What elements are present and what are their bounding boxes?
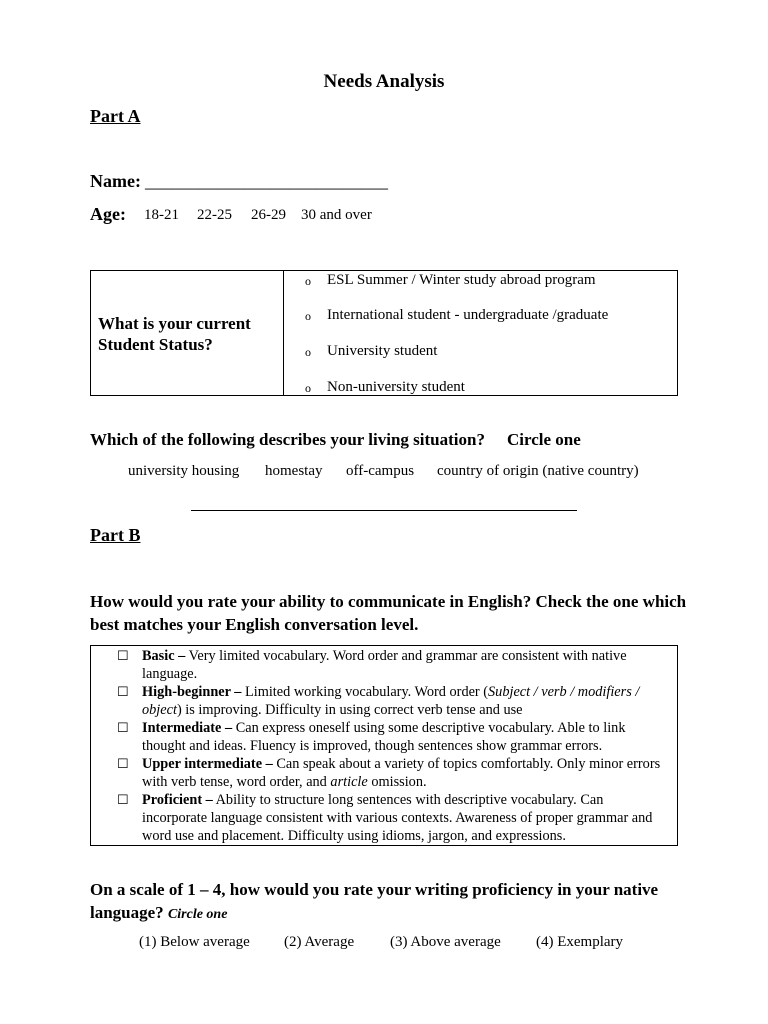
living-question: Which of the following describes your living situation? [90,430,485,449]
circle-bullet-icon: o [305,274,311,288]
writing-scale-option[interactable]: (4) Exemplary [536,934,624,950]
circle-bullet-icon: o [305,381,311,395]
divider-line [191,510,577,511]
name-blank-line[interactable]: ___________________________ [144,171,388,191]
part-a-heading: Part A [90,106,141,126]
status-option[interactable]: o University student [305,343,438,359]
age-option[interactable]: 22-25 [197,207,232,223]
circle-bullet-icon: o [305,309,311,323]
english-level-box [90,645,678,846]
student-status-question: What is your current Student Status? [98,314,251,354]
writing-scale-option[interactable]: (3) Above average [390,934,501,950]
age-option[interactable]: 18-21 [144,207,179,223]
page-title: Needs Analysis [323,71,445,92]
age-option[interactable]: 26-29 [251,207,286,223]
level-item[interactable]: ☐ Intermediate – Can express oneself using some descriptive vocabulary. Able to link thought and ideas. Fluency is improved, though sentences show grammar errors. [117,720,626,754]
student-status-table [90,270,678,396]
writing-question: On a scale of 1 – 4, how would you rate your writing proficiency in your native language? [90,880,659,922]
writing-scale-option[interactable]: (1) Below average [139,934,250,950]
checkbox-icon[interactable]: ☐ [117,792,129,807]
name-row [90,171,388,192]
name-label: Name: [90,171,141,191]
checkbox-icon[interactable]: ☐ [117,648,129,663]
checkbox-icon[interactable]: ☐ [117,756,129,771]
writing-question-block [90,878,690,926]
status-option[interactable]: o International student - undergraduate /graduate [305,307,609,323]
status-option[interactable]: o Non-university student [305,379,465,395]
living-option[interactable]: university housing [128,463,240,479]
checkbox-icon[interactable]: ☐ [117,720,129,735]
writing-instruction: Circle one [167,907,228,922]
circle-bullet-icon: o [305,345,311,359]
level-item[interactable]: ☐ Upper intermediate – Can speak about a variety of topics comfortably. Only minor errors with verb tense, word order, and article omission. [117,756,661,790]
living-option[interactable]: country of origin (native country) [437,463,639,479]
level-item[interactable]: ☐ High-beginner – Limited working vocabulary. Word order (Subject / verb / modifiers / object) is improving. Difficulty in using correct verb tense and use [117,684,640,718]
age-option[interactable]: 30 and over [301,207,372,223]
age-label: Age: [90,204,126,224]
table-divider [283,271,284,395]
living-question-row [90,430,581,450]
level-item[interactable]: ☐ Proficient – Ability to structure long sentences with descriptive vocabulary. Can incorporate language consistent with various contexts. Awareness of proper grammar and word use and placement. Difficulty using idioms, jargon, and expressions. [117,792,653,844]
writing-scale-option[interactable]: (2) Average [284,934,355,950]
checkbox-icon[interactable]: ☐ [117,684,129,699]
living-option[interactable]: off-campus [346,463,415,479]
living-instruction: Circle one [506,430,581,449]
ability-question: How would you rate your ability to communicate in English? Check the one which best matches your English conversation level. [90,592,687,634]
level-item[interactable]: ☐ Basic – Very limited vocabulary. Word order and grammar are consistent with native language. [117,648,627,682]
part-b-heading: Part B [90,525,141,545]
living-option[interactable]: homestay [265,463,323,479]
status-option[interactable]: o ESL Summer / Winter study abroad program [305,272,596,288]
